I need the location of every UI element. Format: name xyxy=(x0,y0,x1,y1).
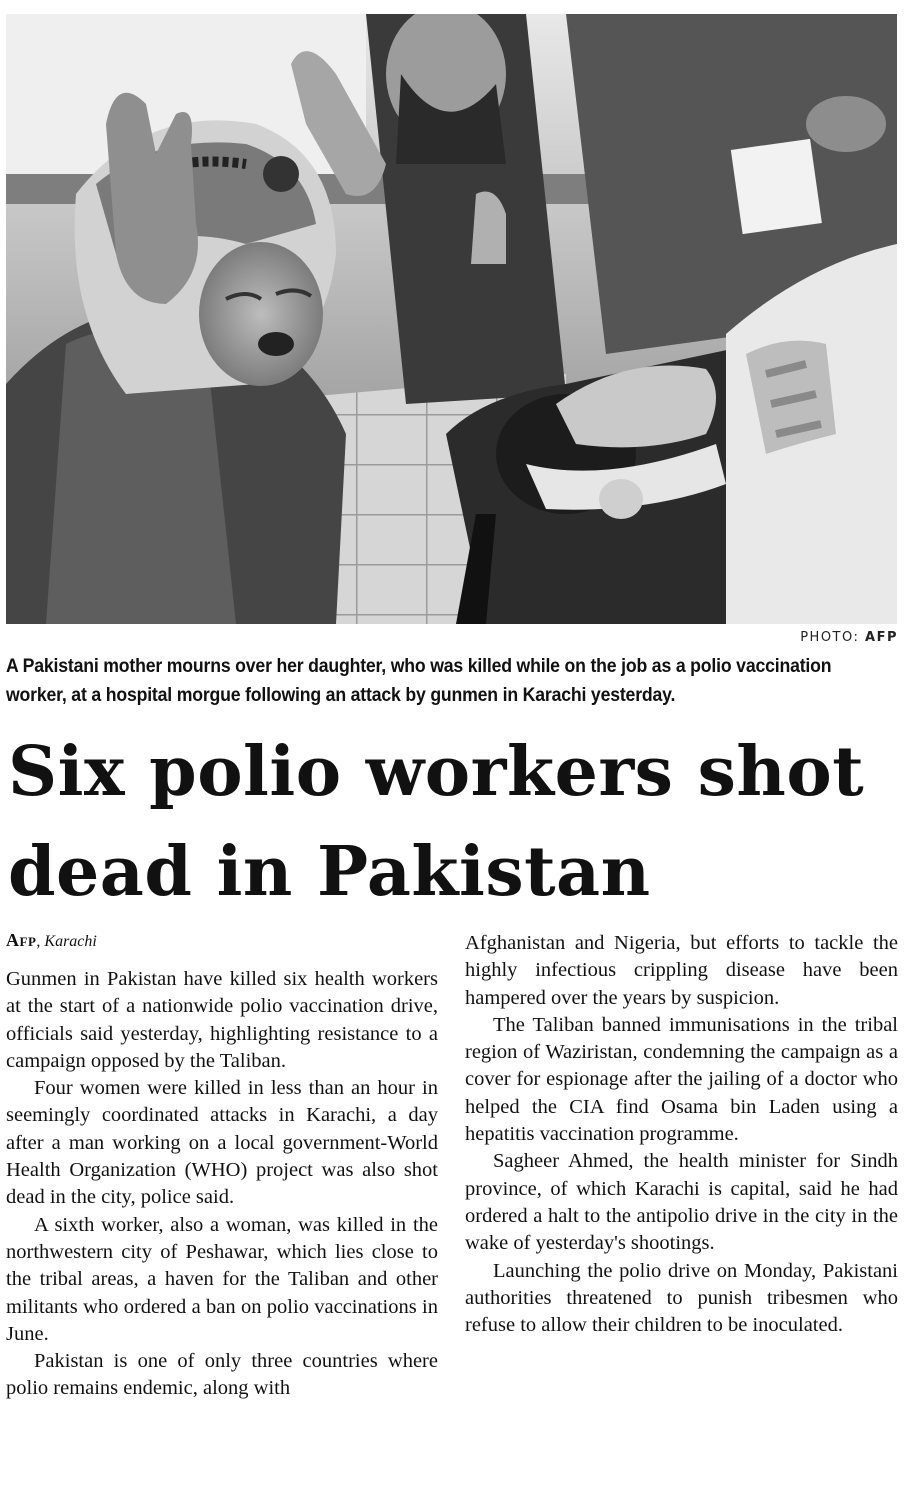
paragraph: Sagheer Ahmed, the health minister for Sindh province, of which Karachi is capital, said he had ordered a halt to the antipolio drive in the city in the wake of yesterday's shootings. xyxy=(465,1150,898,1255)
article-column-right xyxy=(465,930,898,1339)
byline-place: Karachi xyxy=(44,933,97,950)
paragraph: Pakistan is one of only three countries where polio remains endemic, along with xyxy=(6,1350,438,1400)
photo-credit-agency: AFP xyxy=(865,630,898,645)
paragraph: Afghanistan and Nigeria, but efforts to tackle the highly infectious crippling disease have been hampered over the years by suspicion. xyxy=(465,932,898,1009)
paragraph: The Taliban banned immunisations in the tribal region of Waziristan, condemning the campaign as a cover for espionage after the jailing of a doctor who helped the CIA find Osama bin Laden using a hepatitis vaccination programme. xyxy=(465,1013,898,1146)
photo-credit-label: PHOTO: xyxy=(800,630,860,645)
paragraph: Launching the polio drive on Monday, Pakistani authorities threatened to punish tribesmen who refuse to allow their children to be inoculated. xyxy=(465,1259,898,1337)
photo-credit xyxy=(800,630,898,645)
paragraph: Gunmen in Pakistan have killed six health workers at the start of a nationwide polio vaccination drive, officials said yesterday, highlighting resistance to a campaign opposed by the Taliban. xyxy=(6,968,438,1072)
byline-separator: , xyxy=(36,933,45,950)
paragraph: A sixth worker, also a woman, was killed in the northwestern city of Peshawar, which lies close to the tribal areas, a haven for the Taliban and other militants who ordered a ban on polio vaccinations in June. xyxy=(6,1213,438,1345)
byline xyxy=(6,930,438,952)
photo-caption: A Pakistani mother mourns over her daughter, who was killed while on the job as a polio vaccination worker, at a hospital morgue following an attack by gunmen in Karachi yesterday. xyxy=(6,656,832,706)
mourning-mother-photo xyxy=(6,14,897,624)
article-column-left xyxy=(6,930,438,1403)
byline-agency: Afp xyxy=(6,930,37,950)
paragraph: Four women were killed in less than an hour in seemingly coordinated attacks in Karachi, a day after a man working on a local government-World Health Organization (WHO) project was also shot dead in the city, police said. xyxy=(6,1077,438,1209)
news-photo xyxy=(6,14,897,624)
headline: Six polio workers shot dead in Pakistan xyxy=(8,732,865,912)
